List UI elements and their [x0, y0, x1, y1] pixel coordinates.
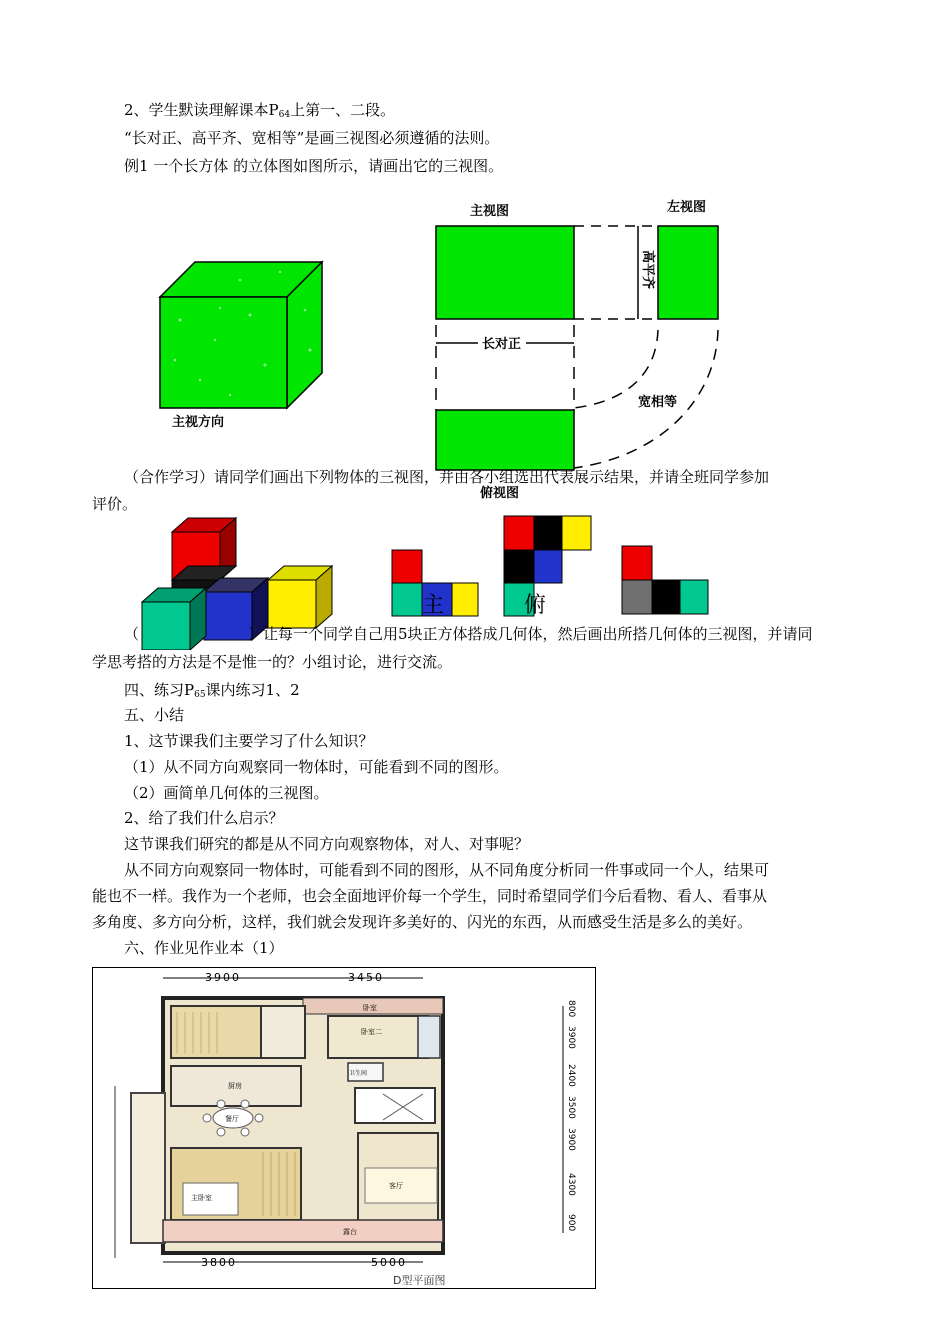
room-label-terrace: 露台: [343, 1228, 357, 1236]
dim-right-1: 800: [566, 1000, 576, 1018]
room-label-bath: 卫生间: [349, 1070, 368, 1077]
dim-right-6: 4300: [566, 1173, 576, 1196]
left-view-label: 左视图: [667, 200, 707, 215]
height-rule-label: 高平齐: [640, 250, 655, 290]
section-5-heading: 五、小结: [124, 706, 185, 724]
dim-right-5: 3900: [566, 1128, 576, 1151]
elevator-shaft: [355, 1088, 435, 1123]
summary-point-1: （1）从不同方向观察同一物体时，可能看到不同的图形。: [124, 758, 509, 776]
example-1-line: 例1 一个长方体 的立体图如图所示，请画出它的三视图。: [124, 157, 504, 175]
room-label-dining: 餐厅: [225, 1115, 239, 1123]
three-view-svg: [140, 190, 780, 500]
dim-bottom-1: 3800: [201, 1256, 237, 1269]
summary-point-2: （2）画简单几何体的三视图。: [124, 784, 329, 802]
page-subscript-65: 65: [194, 690, 206, 700]
left-view-rect: [658, 226, 718, 319]
room-label-master: 主卧室: [191, 1194, 212, 1202]
front-view-char: 主: [422, 593, 445, 618]
reflection-paragraph-2: 能也不一样。我作为一个老师，也会全面地评价每一个学生，同时希望同学们今后看物、看人、看事从: [92, 887, 768, 905]
bottom-balcony: [163, 1220, 443, 1242]
summary-question-1: 1、这节课我们主要学习了什么知识？: [124, 732, 374, 750]
length-rule-label: 长对正: [482, 337, 522, 352]
front-view-label: 主视图: [470, 204, 510, 219]
dim-bottom-2: 5000: [371, 1256, 407, 1269]
cuboid-view-direction-label: 主视方向: [172, 415, 225, 430]
page-subscript: 64: [278, 110, 291, 120]
left-view-char: 左: [660, 591, 683, 616]
dim-right-2: 3900: [566, 1026, 576, 1049]
room-label-bedroom2: 卧室二: [361, 1028, 382, 1036]
top-view-char: 俯: [524, 593, 547, 618]
bathroom-top: [418, 1016, 440, 1058]
dim-right-4: 3500: [566, 1096, 576, 1119]
upper-middle-room: [261, 1006, 305, 1058]
step-2-line: 2、学生默读理解课本$P_{64}$上第一、二段。: [124, 101, 396, 120]
reflection-paragraph-3: 多角度、多方向分析，这样，我们就会发现许多美好的、闪光的东西，从而感受生活是多么的美好。: [92, 913, 753, 931]
room-label-top: 卧室: [363, 1004, 377, 1012]
dim-top-1: 3900: [205, 971, 241, 984]
room-label-kitchen: 厨房: [228, 1082, 242, 1090]
teal-cube: [142, 588, 206, 650]
cooperative-learning-line-2: 评价。: [92, 495, 138, 513]
room-label-living: 客厅: [389, 1182, 403, 1190]
floor-plan-image: [92, 967, 596, 1289]
activity-line-right: ）让每一个同学自己用5块正方体搭成几何体，然后画出所搭几何体的三视图，并请同: [248, 625, 813, 643]
left-wing: [131, 1093, 165, 1243]
activity-line-left: （: [124, 625, 140, 643]
reflection-line: 这节课我们研究的都是从不同方向观察物体，对人、对事呢？: [124, 835, 530, 853]
dim-right-7: 900: [566, 1214, 576, 1232]
top-view-rect: [436, 410, 574, 470]
section-6-line: 六、作业见作业本（1）: [124, 939, 284, 957]
front-view-rect: [436, 226, 574, 319]
yellow-cube: [268, 566, 332, 628]
top-view-squares: [504, 516, 591, 616]
reflection-paragraph-1: 从不同方向观察同一物体时，可能看到不同的图形，从不同角度分析同一件事或同一个人，结果可: [124, 861, 770, 879]
bedroom-2-right: [328, 1016, 428, 1058]
rule-line: “长对正、高平齐、宽相等”是画三视图必须遵循的法则。: [124, 129, 500, 147]
summary-question-2: 2、给了我们什么启示？: [124, 809, 284, 827]
floor-plan-caption: D型平面图: [393, 1274, 446, 1287]
cuboid-front-face: [160, 297, 287, 408]
dim-right-3: 2400: [566, 1064, 576, 1087]
top-view-label: 俯视图: [480, 486, 520, 501]
dim-top-2: 3450: [348, 971, 384, 984]
three-view-figure: [140, 190, 780, 500]
cooperative-learning-line: （合作学习）请同学们画出下列物体的三视图，并由各小组选出代表展示结果，并请全班同学参加: [124, 468, 770, 486]
section-4-line: 四、练习$P_{65}$课内练习1、2: [124, 681, 300, 700]
activity-line-2: 学思考搭的方法是不是惟一的？小组讨论，进行交流。: [92, 653, 453, 671]
floor-plan-svg: [93, 968, 595, 1288]
width-rule-label: 宽相等: [638, 395, 678, 410]
